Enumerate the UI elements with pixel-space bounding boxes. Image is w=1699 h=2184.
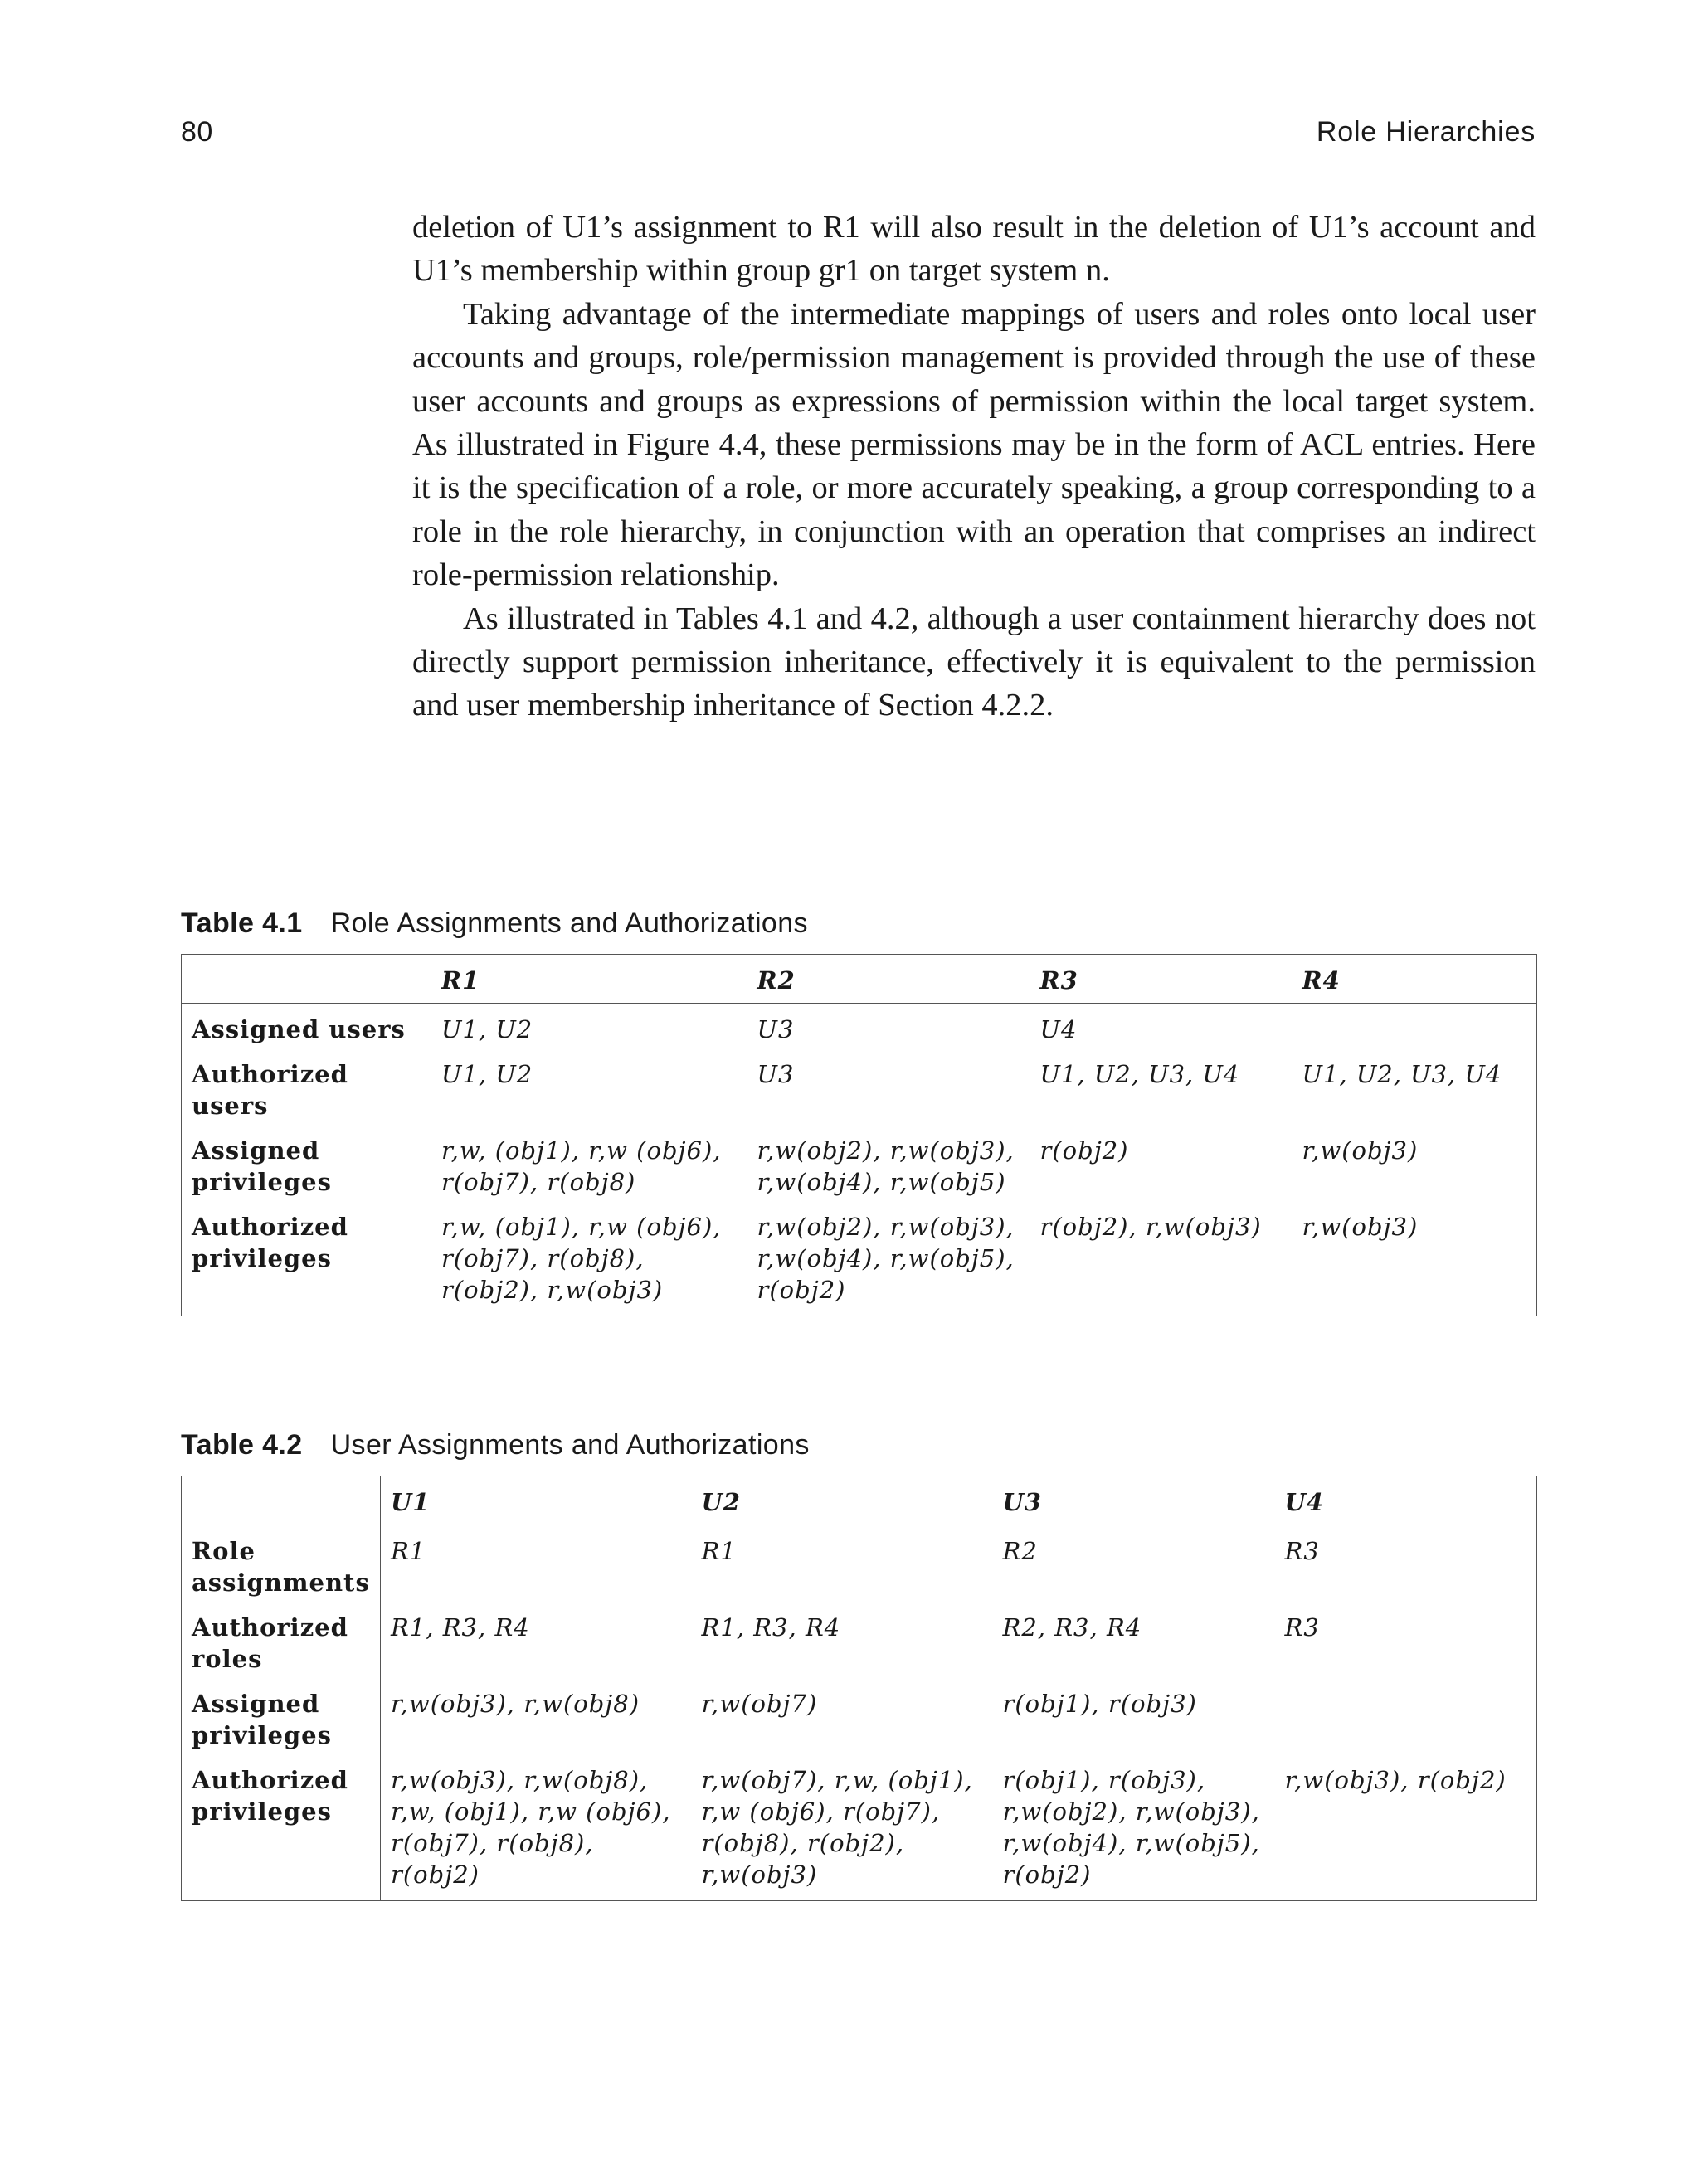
paragraph: As illustrated in Tables 4.1 and 4.2, although a user containment hierarchy does not directly support permission inheritance, effectively it is equivalent to the permission and user membership inheritance of Section 4.2.2. [412,601,1536,723]
column-header: R2 [747,955,1030,1004]
table-cell: R1, R3, R4 [391,1613,530,1642]
table-cell: r(obj2) [1039,1136,1129,1165]
table-cell: r,w(obj7), r,w, (obj1), r,w (obj6), r(obj7), r(obj8), r(obj2), r,w(obj3) [701,1766,973,1889]
table-cell: R3 [1284,1537,1320,1565]
column-header: U2 [692,1476,993,1525]
table-corner-cell [182,955,431,1004]
table-cell [1293,1004,1537,1056]
table-corner-cell [182,1476,381,1525]
paragraph: Taking advantage of the intermediate mappings of users and roles onto local user accounts and groups, role/permission management is provided through the use of these user accounts and groups as expressions of permission within the local target system. As illustrated in Figure 4.4, these permissions may be in the form of ACL entries. Here it is the specification of a role, or more accurately speaking, a group corresponding to a role in the role hierarchy, in conjunction with an operation that comprises an indirect role-permission relationship. [412,296,1536,593]
table-cell [1275,1685,1537,1761]
table-cell: U1, U2, U3, U4 [1039,1060,1240,1088]
table-row [182,1761,1537,1901]
column-header: U4 [1275,1476,1537,1525]
table-cell: r,w(obj3), r,w(obj8) [391,1690,640,1718]
row-header: Assigned users [182,1004,431,1056]
table-cell: U1, U2, U3, U4 [1302,1060,1502,1088]
table-cell: R2 [1002,1537,1038,1565]
table-title: Role Assignments and Authorizations [330,907,808,939]
table-cell: r(obj1), r(obj3), r,w(obj2), r,w(obj3), r,w(obj4), r,w(obj5), r(obj2) [1002,1766,1260,1889]
row-header: Authorized privileges [182,1761,381,1901]
table-header-row [182,955,1537,1004]
table-cell: R3 [1284,1613,1320,1642]
table-cell: r,w(obj2), r,w(obj3), r,w(obj4), r,w(obj5), r(obj2) [757,1213,1015,1304]
table-cell: r(obj2), r,w(obj3) [1039,1213,1262,1241]
running-head: Role Hierarchies [1316,116,1536,148]
table-cell: R1 [391,1537,426,1565]
table-cell: r,w, (obj1), r,w (obj6), r(obj7), r(obj8), r(obj2), r,w(obj3) [441,1213,722,1304]
table-row [182,1525,1537,1609]
row-header: Authorized users [182,1055,431,1131]
table-cell: R1 [701,1537,737,1565]
row-header: Authorized roles [182,1608,381,1685]
table-cell: r,w(obj3), r(obj2) [1284,1766,1507,1794]
table-cell: R2, R3, R4 [1002,1613,1142,1642]
table-cell: U3 [757,1015,795,1043]
row-header: Assigned privileges [182,1685,381,1761]
table-row [182,1055,1537,1131]
table-row [182,1685,1537,1761]
table-cell: r,w(obj3) [1302,1136,1419,1165]
table-cell: r,w, (obj1), r,w (obj6), r(obj7), r(obj8) [441,1136,722,1196]
table-label: Table 4.1 [181,907,303,939]
column-header: U3 [993,1476,1275,1525]
role-assignments-table [181,954,1537,1316]
column-header: U1 [381,1476,692,1525]
table-cell: U1, U2 [441,1015,533,1043]
table-cell: U1, U2 [441,1060,533,1088]
table-caption [181,907,808,940]
table-cell: U4 [1039,1015,1078,1043]
user-assignments-table [181,1476,1537,1901]
column-header: R1 [431,955,747,1004]
table-row [182,1608,1537,1685]
row-header: Authorized privileges [182,1208,431,1316]
column-header: R4 [1293,955,1537,1004]
page-number: 80 [181,116,213,148]
table-header-row [182,1476,1537,1525]
table-cell: R1, R3, R4 [701,1613,841,1642]
table-cell: r,w(obj3) [1302,1213,1419,1241]
table-cell: r,w(obj2), r,w(obj3), r,w(obj4), r,w(obj5) [757,1136,1015,1196]
table-row [182,1131,1537,1208]
table-cell: r,w(obj3), r,w(obj8), r,w, (obj1), r,w (obj6), r(obj7), r(obj8), r(obj2) [391,1766,671,1889]
table-title: User Assignments and Authorizations [330,1429,810,1461]
table-cell: r(obj1), r(obj3) [1002,1690,1197,1718]
row-header: Role assignments [182,1525,381,1609]
column-header: R3 [1030,955,1293,1004]
body-text [412,206,1536,727]
table-label: Table 4.2 [181,1429,303,1461]
table-caption [181,1429,810,1462]
table-row [182,1208,1537,1316]
table-cell: r,w(obj7) [701,1690,818,1718]
table-cell: U3 [757,1060,795,1088]
row-header: Assigned privileges [182,1131,431,1208]
paragraph-continuation: deletion of U1’s assignment to R1 will also result in the deletion of U1’s account and U1’s membership within group gr1 on target system n. [412,210,1536,289]
table-row [182,1004,1537,1056]
